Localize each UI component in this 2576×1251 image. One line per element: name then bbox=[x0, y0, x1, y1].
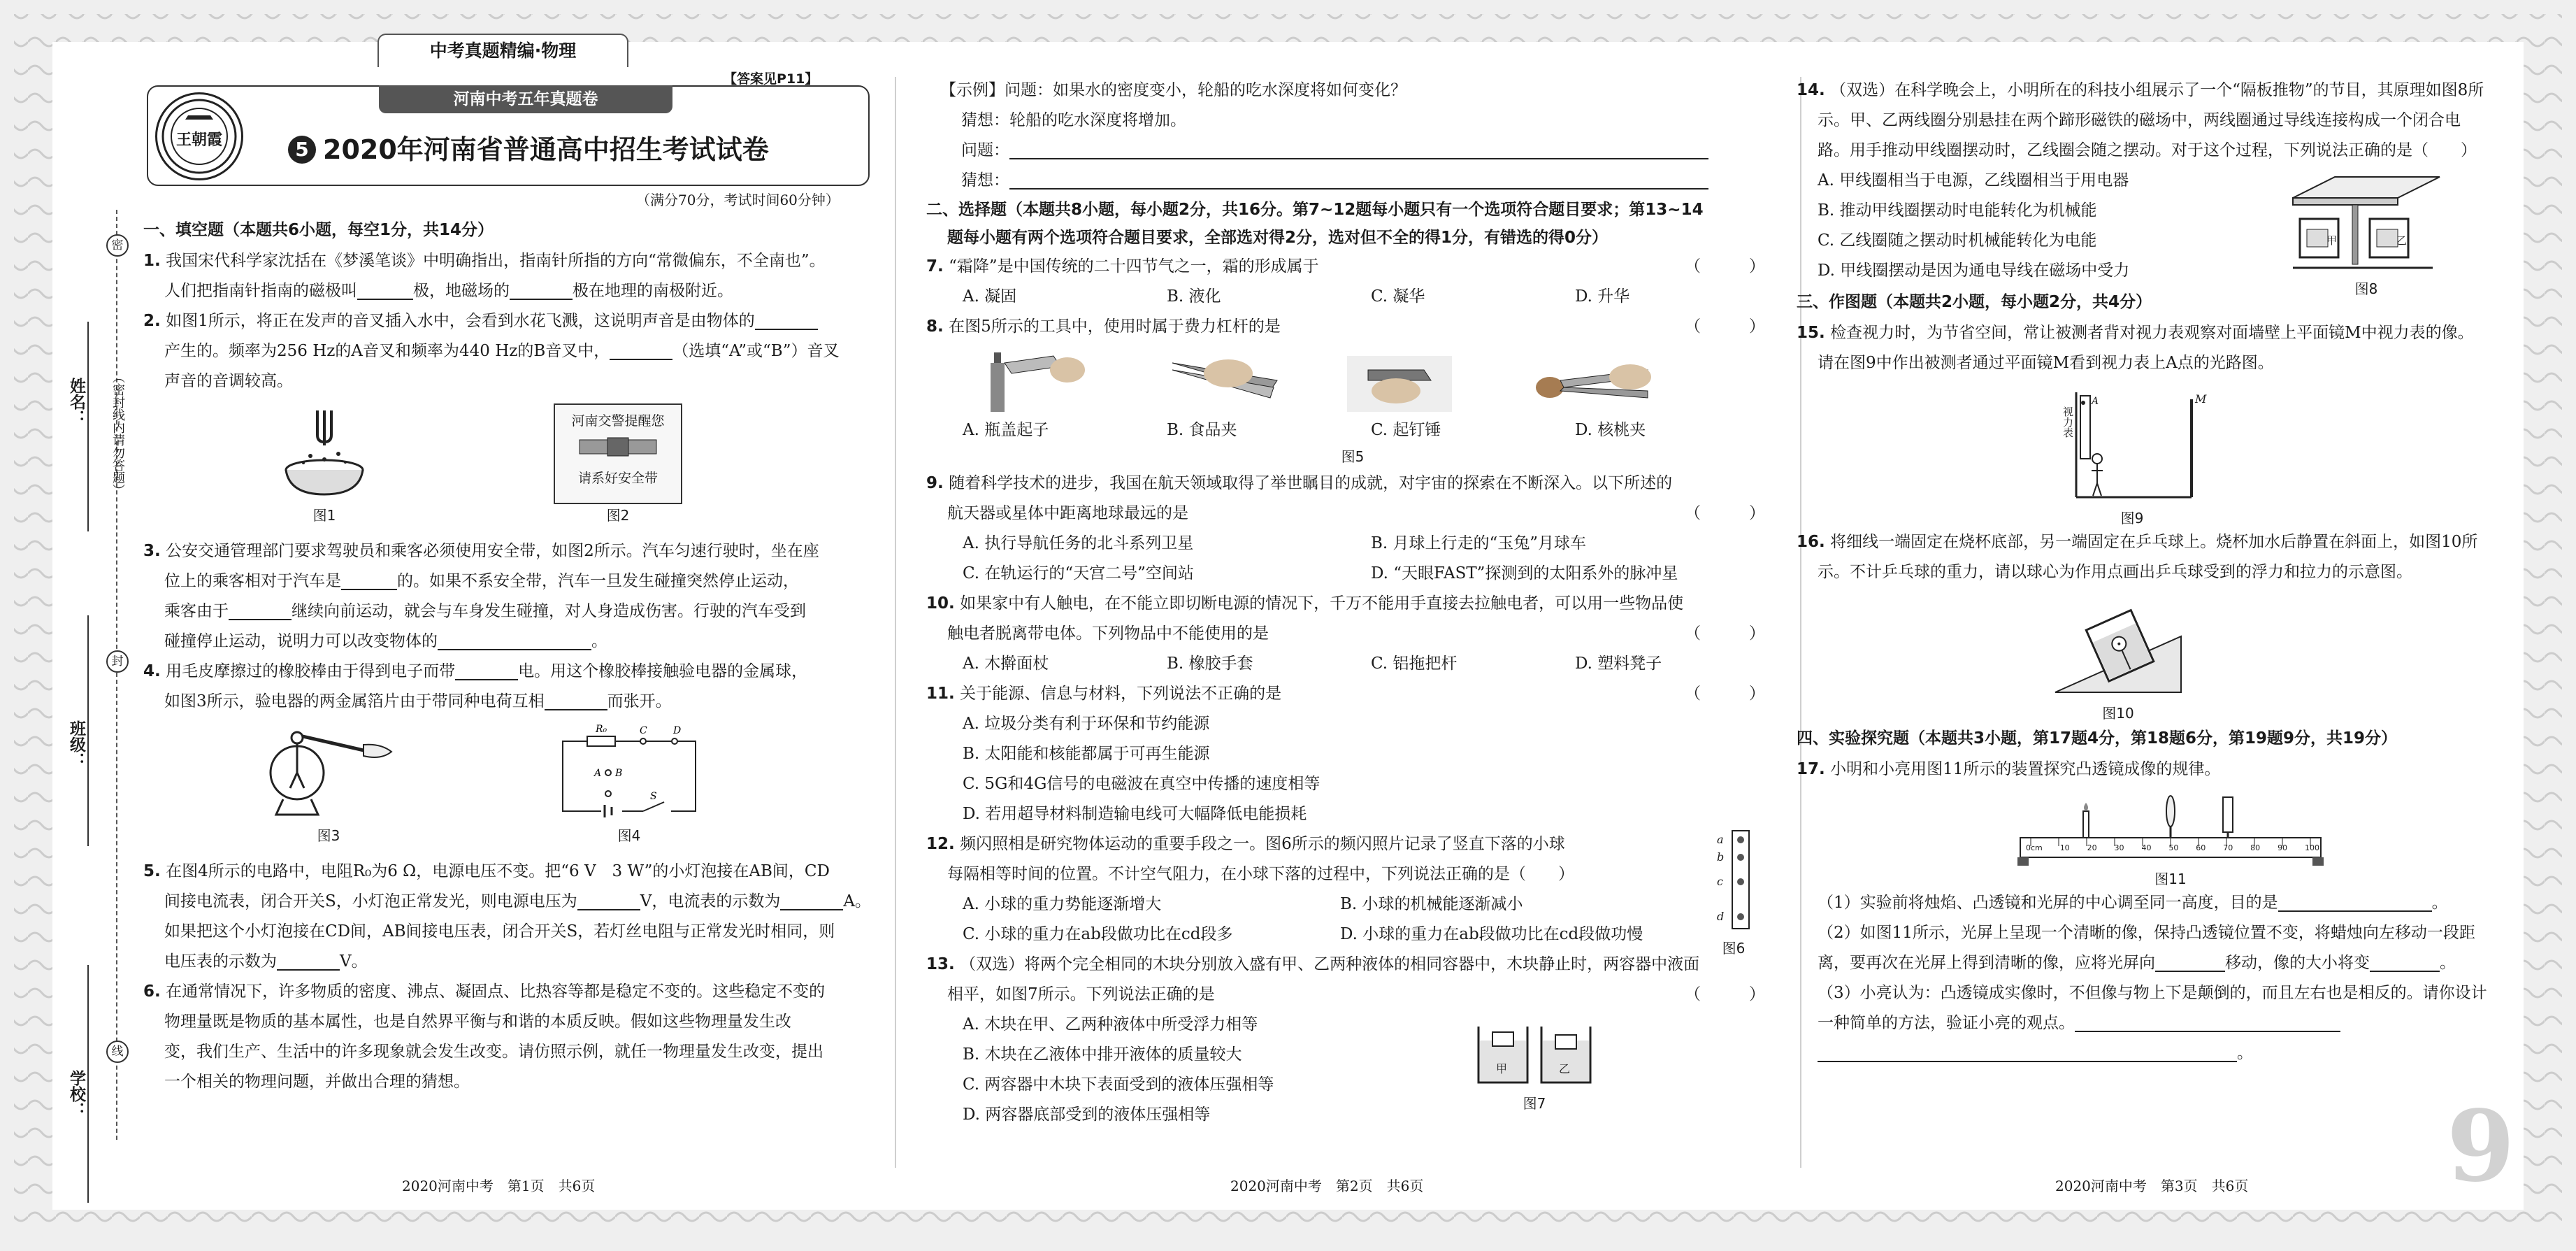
question-12-cont: 每隔相等时间的位置。不计空气阻力，在小球下落的过程中，下列说法正确的是（ ） bbox=[947, 865, 1574, 883]
exam-title-box bbox=[147, 85, 870, 186]
class-label: 班级： bbox=[67, 720, 85, 769]
answer-guess-line: 猜想： bbox=[926, 166, 1779, 196]
option[interactable]: B. 小球的机械能逐渐减小 bbox=[1340, 895, 1523, 913]
figure-2 bbox=[554, 403, 682, 536]
exam-number: 5 bbox=[288, 136, 316, 164]
svg-text:B: B bbox=[615, 768, 623, 779]
answer-blank[interactable] bbox=[2370, 951, 2440, 972]
option[interactable]: A. 垃圾分类有利于环保和节约能源 bbox=[963, 715, 1210, 733]
question-5-cont: 间接电流表，闭合开关S，小灯泡正常发光，则电源电压为 V，电流表的示数为 A。 bbox=[143, 887, 856, 917]
school-label: 学校： bbox=[67, 1070, 85, 1118]
option[interactable]: C. 起钉锤 bbox=[1371, 421, 1441, 439]
option[interactable]: D. 两容器底部受到的液体压强相等 bbox=[963, 1106, 1211, 1124]
answer-blank[interactable] bbox=[510, 279, 573, 300]
option[interactable]: D. 核桃夹 bbox=[1575, 421, 1646, 439]
figure-caption: 图3 bbox=[317, 827, 340, 844]
optical-bench-icon bbox=[2013, 790, 2328, 867]
question-7: 7. “霜降”是中国传统的二十四节气之一，霜的形成属于 （ ） bbox=[926, 257, 1765, 276]
exam-meta: （满分70分，考试时间60分钟） bbox=[636, 192, 840, 208]
figure-caption: 图11 bbox=[2154, 871, 2187, 887]
option[interactable]: C. 两容器中木块下表面受到的液体压强相等 bbox=[963, 1075, 1274, 1094]
question-15-cont: 请在图9中作出被测者通过平面镜M看到视力表上A点的光路图。 bbox=[1818, 354, 2274, 372]
column-2 bbox=[926, 76, 1779, 1130]
answer-question-line: 问题： bbox=[926, 136, 1779, 166]
answer-blank[interactable] bbox=[2075, 1011, 2340, 1032]
question-4: 4. 用毛皮摩擦过的橡胶棒由于得到电子而带 电。用这个橡胶棒接触验电器的金属球， bbox=[143, 657, 856, 687]
coil-label: 甲 bbox=[2326, 234, 2338, 247]
figure-row bbox=[143, 717, 856, 857]
strobe-label: c bbox=[1717, 875, 1723, 888]
option[interactable]: C. 小球的重力在ab段做功比在cd段多 bbox=[963, 925, 1233, 943]
section-heading: 一、填空题（本题共6小题，每空1分，共14分） bbox=[143, 221, 494, 239]
option[interactable]: A. 执行导航任务的北斗系列卫星 bbox=[963, 534, 1194, 552]
question-17-3-cont: 一种简单的方法，验证小亮的观点。 bbox=[1797, 1008, 2496, 1038]
question-9: 9. 随着科学技术的进步，我国在航天领域取得了举世瞩目的成就，对宇宙的探索在不断深入。以下所述的 bbox=[926, 474, 1673, 492]
figure-10 bbox=[2048, 594, 2188, 722]
figure-caption: 图10 bbox=[2102, 705, 2134, 722]
question-9-options bbox=[926, 529, 1779, 589]
option[interactable]: C. 乙线圈随之摆动时机械能转化为电能 bbox=[1818, 231, 2097, 250]
answer-blank[interactable] bbox=[341, 569, 397, 590]
chart-label: 视力表 bbox=[2061, 406, 2074, 438]
example-guess: 猜想：轮船的吃水深度将增加。 bbox=[961, 111, 1186, 129]
option[interactable]: B. 食品夹 bbox=[1167, 421, 1237, 439]
exam-title bbox=[288, 125, 769, 174]
answer-reference: 【答案见P11】 bbox=[724, 71, 819, 87]
answer-blank[interactable] bbox=[455, 659, 518, 680]
claw-hammer-icon bbox=[1326, 349, 1508, 415]
vision-chart-mirror-icon bbox=[2048, 385, 2216, 504]
option[interactable]: C. 在轨运行的“天宫二号”空间站 bbox=[963, 564, 1194, 582]
seatbelt-sign: 河南交警提醒您 请系好安全带 bbox=[554, 403, 682, 504]
column-divider bbox=[895, 77, 896, 1168]
question-17-2: （2）如图11所示，光屏上呈现一个清晰的像，保持凸透镜位置不变，将蜡烛向左移动一段距 bbox=[1818, 924, 2475, 942]
publisher-logo bbox=[155, 92, 243, 180]
question-9-cont: 航天器或星体中距离地球最远的是 （ ） bbox=[947, 504, 1765, 522]
column-3 bbox=[1797, 76, 2496, 1068]
example-question: 【示例】问题：如果水的密度变小，轮船的吃水深度将如何变化？ bbox=[940, 81, 1406, 99]
option[interactable]: B. 木块在乙液体中排开液体的质量较大 bbox=[963, 1045, 1242, 1064]
binding-margin bbox=[52, 42, 143, 1210]
question-12-options bbox=[926, 889, 1718, 950]
option[interactable]: D. 升华 bbox=[1575, 287, 1630, 306]
question-8-options bbox=[926, 415, 1779, 445]
coil-label: 乙 bbox=[2396, 234, 2408, 247]
point-label: A bbox=[2092, 396, 2099, 407]
question-5: 5. 在图4所示的电路中，电阻R₀为6 Ω，电源电压不变。把“6 V 3 W”的小灯泡接在AB间，CD bbox=[143, 862, 830, 880]
question-6-cont: 变，我们生产、生活中的许多现象就会发生改变。请仿照示例，就任一物理量发生改变，提出 bbox=[164, 1043, 823, 1061]
container-label: 甲 bbox=[1496, 1062, 1508, 1075]
answer-blank[interactable] bbox=[277, 950, 340, 971]
electroscope-icon bbox=[259, 724, 398, 822]
answer-blank[interactable] bbox=[1818, 1041, 2237, 1062]
option[interactable]: D. “天眼FAST”探测到的太阳系外的脉冲星 bbox=[1371, 564, 1678, 582]
page-footer: 2020河南中考 第3页 共6页 bbox=[2055, 1178, 2249, 1194]
question-4-cont: 如图3所示，验电器的两金属箔片由于带同种电荷互相 而张开。 bbox=[143, 687, 856, 717]
figure-6 bbox=[1713, 829, 1755, 957]
figure-7 bbox=[1472, 1013, 1597, 1113]
section-heading: 三、作图题（本题共2小题，每小题2分，共4分） bbox=[1797, 293, 2152, 311]
question-17-2-cont: 离，要再次在光屏上得到清晰的像，应将光屏向 移动，像的大小将变 。 bbox=[1797, 948, 2496, 978]
option[interactable]: A. 瓶盖起子 bbox=[963, 421, 1049, 439]
series-title: 中考真题精编·物理 bbox=[377, 34, 628, 67]
option[interactable]: C. 铝拖把杆 bbox=[1371, 655, 1458, 673]
option[interactable]: B. 月球上行走的“玉兔”月球车 bbox=[1371, 534, 1587, 552]
question-3-cont: 位上的乘客相对于汽车是 的。如果不系安全带，汽车一旦发生碰撞突然停止运动， bbox=[143, 566, 856, 596]
option[interactable]: D. 若用超导材料制造输电线可大幅降低电能损耗 bbox=[963, 805, 1307, 823]
question-3-cont: 碰撞停止运动，说明力可以改变物体的 。 bbox=[143, 627, 856, 657]
answer-blank[interactable] bbox=[1009, 169, 1708, 190]
seal-line bbox=[116, 210, 117, 1140]
figure-caption: 图9 bbox=[2120, 510, 2144, 527]
figure-caption: 图1 bbox=[312, 507, 336, 524]
option[interactable]: D. 甲线圈摆动是因为通电导线在磁场中受力 bbox=[1818, 262, 2130, 280]
question-6: 6. 在通常情况下，许多物质的密度、沸点、凝固点、比热容等都是稳定不变的。这些稳定不变的 bbox=[143, 982, 826, 1001]
svg-text:S: S bbox=[650, 791, 657, 802]
question-15: 15. 检查视力时，为节省空间，常让被测者背对视力表观察对面墙壁上平面镜M中视力表的像。 bbox=[1797, 324, 2474, 342]
question-13: 13. （双选）将两个完全相同的木块分别放入盛有甲、乙两种液体的相同容器中，木块静止时，两容器中液面 bbox=[926, 955, 1700, 973]
question-17-1: （1）实验前将烛焰、凸透镜和光屏的中心调至同一高度，目的是 。 bbox=[1797, 888, 2496, 918]
figure-caption: 图5 bbox=[1341, 448, 1365, 465]
question-13-cont: 相平，如图7所示。下列说法正确的是 （ ） bbox=[947, 985, 1765, 1003]
option[interactable]: A. 木块在甲、乙两种液体中所受浮力相等 bbox=[963, 1015, 1258, 1034]
answer-blank[interactable] bbox=[577, 889, 640, 910]
option[interactable]: B. 液化 bbox=[1167, 287, 1221, 306]
figure-caption: 图4 bbox=[617, 827, 641, 844]
coil-apparatus-icon bbox=[2286, 170, 2447, 275]
option[interactable]: B. 橡胶手套 bbox=[1167, 655, 1253, 673]
seal-mark: 线 bbox=[106, 1041, 129, 1063]
class-line bbox=[87, 615, 89, 846]
answer-blank[interactable] bbox=[1009, 138, 1708, 159]
option[interactable]: D. 小球的重力在ab段做功比在cd段做功慢 bbox=[1340, 925, 1643, 943]
figure-11 bbox=[2013, 790, 2328, 888]
question-3-cont: 乘客由于 继续向前运动，就会与车身发生碰撞，对人身造成伤害。行驶的汽车受到 bbox=[143, 596, 856, 627]
answer-blank[interactable] bbox=[2155, 951, 2225, 972]
question-6-cont: 一个相关的物理问题，并做出合理的猜想。 bbox=[164, 1073, 470, 1091]
question-2-cont: 声音的音调较高。 bbox=[164, 372, 293, 390]
question-10-options bbox=[926, 649, 1779, 679]
question-16: 16. 将细线一端固定在烧杯底部，另一端固定在乒乓球上。烧杯加水后静置在斜面上，如图10所 bbox=[1797, 533, 2478, 551]
strobe-label: b bbox=[1717, 850, 1725, 864]
figure-5 bbox=[926, 349, 1779, 415]
figure-caption: 图7 bbox=[1523, 1095, 1546, 1112]
answer-blank[interactable] bbox=[780, 889, 843, 910]
page-mark: 9 bbox=[2447, 1089, 2515, 1204]
figure-caption: 图2 bbox=[606, 507, 630, 524]
question-10: 10. 如果家中有人触电，在不能立即切断电源的情况下，千万不能用手直接去拉触电者，可以用一些物品使 bbox=[926, 594, 1684, 613]
figure-9 bbox=[2048, 385, 2216, 527]
question-5-cont: 如果把这个小灯泡接在CD间，AB间接电压表，闭合开关S，若灯丝电阻与正常发光时相同，则 bbox=[164, 922, 835, 941]
question-10-cont: 触电者脱离带电体。下列物品中不能使用的是 （ ） bbox=[947, 624, 1765, 643]
tuning-fork-water-icon bbox=[275, 403, 373, 501]
page-footer: 2020河南中考 第1页 共6页 bbox=[402, 1178, 596, 1194]
answer-blank[interactable] bbox=[545, 689, 607, 710]
banner: 河南中考五年真题卷 bbox=[379, 85, 672, 113]
figure-row bbox=[143, 396, 856, 536]
question-2: 2. 如图1所示，将正在发声的音叉插入水中，会看到水花飞溅，这说明声音是由物体的 bbox=[143, 306, 856, 336]
figure-1 bbox=[275, 403, 373, 536]
beaker-on-slope-icon bbox=[2048, 594, 2188, 699]
question-13-block bbox=[926, 950, 1779, 1130]
figure-3 bbox=[259, 724, 398, 857]
question-14-cont: 路。用手推动甲线圈摆动时，乙线圈会随之摆动。对于这个过程，下列说法正确的是（ ） bbox=[1818, 141, 2477, 159]
answer-blank[interactable] bbox=[610, 339, 672, 360]
question-17: 17. 小明和小亮用图11所示的装置探究凸透镜成像的规律。 bbox=[1797, 760, 2221, 778]
column-1 bbox=[143, 214, 872, 1097]
question-12: 12. 频闪照相是研究物体运动的重要手段之一。图6所示的频闪照片记录了竖直下落的小球 bbox=[926, 835, 1565, 853]
page-footer: 2020河南中考 第2页 共6页 bbox=[1230, 1178, 1424, 1194]
name-label: 姓名： bbox=[67, 378, 85, 426]
option[interactable]: A. 甲线圈相当于电源，乙线圈相当于用电器 bbox=[1818, 171, 2129, 190]
strobe-label: d bbox=[1717, 910, 1725, 923]
figure-caption: 图8 bbox=[2354, 280, 2378, 297]
nutcracker-icon bbox=[1508, 349, 1690, 415]
question-1-cont: 人们把指南针指南的磁极叫 极，地磁场的 极在地理的南极附近。 bbox=[143, 276, 856, 306]
option[interactable]: D. 塑料凳子 bbox=[1575, 655, 1662, 673]
question-17-3: （3）小亮认为：凸透镜成实像时，不但像与物上下是颠倒的，而且左右也是相反的。请你设计 bbox=[1818, 984, 2487, 1002]
question-2-cont: 产生的。频率为256 Hz的A音叉和频率为440 Hz的B音叉中， （选填“A”或“B”）音叉 bbox=[143, 336, 856, 366]
school-line bbox=[87, 965, 89, 1203]
section-heading: 二、选择题（本题共8小题，每小题2分，共16分。第7~12题每小题只有一个选项符合题目要求；第13~14 bbox=[926, 201, 1704, 219]
option[interactable]: C. 5G和4G信号的电磁波在真空中传播的速度相等 bbox=[963, 775, 1321, 793]
question-7-options bbox=[926, 282, 1779, 312]
figure-4 bbox=[545, 724, 713, 857]
mirror-label: M bbox=[2195, 392, 2207, 406]
answer-blank[interactable] bbox=[755, 309, 818, 330]
question-17-3-cont: 。 bbox=[1797, 1038, 2496, 1068]
seal-mark: 封 bbox=[106, 650, 129, 673]
question-11: 11. 关于能源、信息与材料，下列说法不正确的是 （ ） bbox=[926, 685, 1765, 703]
question-5-cont: 电压表的示数为 V。 bbox=[143, 947, 856, 977]
question-14-cont: 示。甲、乙两线圈分别悬挂在两个蹄形磁铁的磁场中，两线圈通过导线连接构成一个闭合电 bbox=[1818, 111, 2461, 129]
seatbelt-buckle-icon bbox=[576, 429, 660, 464]
svg-text:A: A bbox=[594, 768, 602, 779]
food-tongs-icon bbox=[1144, 349, 1326, 415]
question-6-cont: 物理量既是物质的基本属性，也是自然界平衡与和谐的本质反映。假如这些物理量发生改 bbox=[164, 1013, 791, 1031]
section-heading: 四、实验探究题（本题共3小题，第17题4分，第18题6分，第19题9分，共19分） bbox=[1797, 729, 2398, 748]
two-containers-icon bbox=[1472, 1013, 1597, 1089]
svg-text:R₀: R₀ bbox=[596, 724, 607, 735]
ruler-scale: 0cm 10 20 30 40 50 60 70 80 90 100 bbox=[2026, 843, 2319, 852]
option[interactable]: C. 凝华 bbox=[1371, 287, 1425, 306]
option[interactable]: A. 小球的重力势能逐渐增大 bbox=[963, 895, 1162, 913]
option[interactable]: A. 木擀面杖 bbox=[963, 655, 1049, 673]
strobe-label: a bbox=[1717, 833, 1724, 846]
figure-8 bbox=[2286, 170, 2447, 298]
answer-blank[interactable] bbox=[357, 279, 413, 300]
seal-note: （密封线内请勿答题） bbox=[110, 371, 125, 496]
logo-text: 王朝霞 bbox=[175, 131, 222, 149]
svg-text:D: D bbox=[673, 725, 682, 736]
name-line bbox=[87, 322, 89, 531]
option[interactable]: B. 推动甲线圈摆动时电能转化为机械能 bbox=[1818, 201, 2097, 220]
bottle-opener-icon bbox=[963, 349, 1144, 415]
answer-blank[interactable] bbox=[438, 629, 591, 650]
figure-caption: 图6 bbox=[1722, 940, 1746, 957]
option[interactable]: B. 太阳能和核能都属于可再生能源 bbox=[963, 745, 1210, 763]
answer-blank[interactable] bbox=[229, 599, 292, 620]
section-heading-cont: 题每小题有两个选项符合题目要求，全部选对得2分，选对但不全的得1分，有错选的得0分） bbox=[947, 229, 1609, 247]
question-14: 14. （双选）在科学晚会上，小明所在的科技小组展示了一个“隔板推物”的节目，其原理如图8所 bbox=[1797, 81, 2484, 99]
container-label: 乙 bbox=[1559, 1062, 1571, 1075]
circuit-diagram-icon bbox=[545, 724, 713, 822]
option[interactable]: A. 凝固 bbox=[963, 287, 1017, 306]
answer-blank[interactable] bbox=[2278, 891, 2432, 912]
question-12-block bbox=[926, 829, 1779, 957]
question-14-block bbox=[1797, 76, 2496, 297]
question-1: 1. 我国宋代科学家沈括在《梦溪笔谈》中明确指出，指南针所指的方向“常微偏东，不全南也”。 bbox=[143, 252, 826, 270]
svg-text:C: C bbox=[640, 725, 647, 736]
question-8: 8. 在图5所示的工具中，使用时属于费力杠杆的是 （ ） bbox=[926, 317, 1765, 336]
exam-title-text: 2020年河南省普通高中招生考试试卷 bbox=[323, 134, 769, 165]
question-16-cont: 示。不计乒乓球的重力，请以球心为作用点画出乒乓球受到的浮力和拉力的示意图。 bbox=[1818, 563, 2412, 581]
question-3: 3. 公安交通管理部门要求驾驶员和乘客必须使用安全带，如图2所示。汽车匀速行驶时，坐在座 bbox=[143, 542, 819, 560]
seal-mark: 密 bbox=[106, 234, 129, 257]
